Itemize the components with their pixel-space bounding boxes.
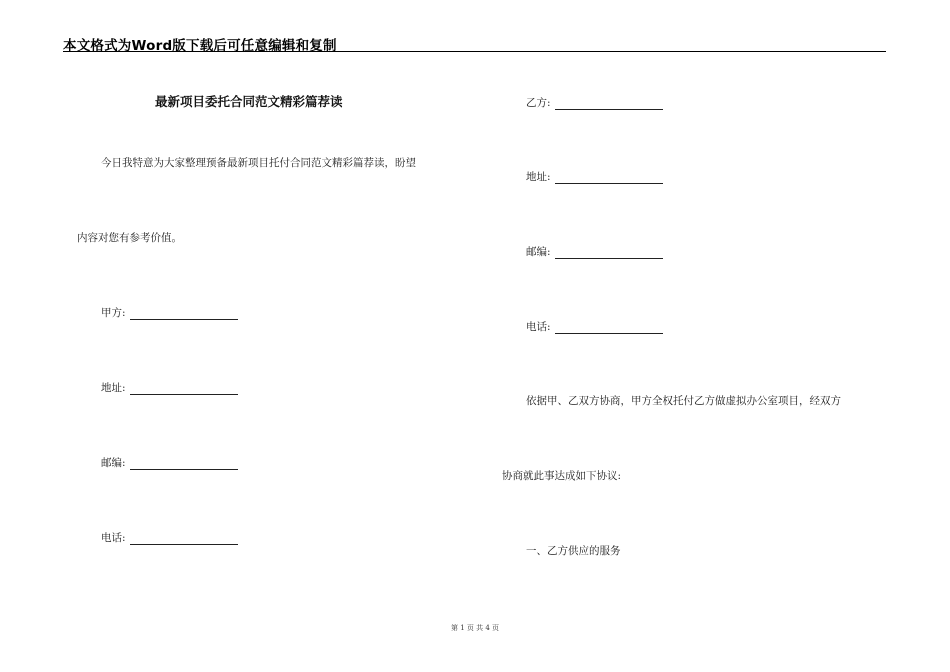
party-a-blank-line <box>130 309 238 320</box>
party-b-blank-line <box>555 99 663 110</box>
party-b-address-label: 地址: <box>526 171 551 183</box>
header-divider <box>63 51 886 52</box>
document-title: 最新项目委托合同范文精彩篇荐读 <box>155 94 343 109</box>
party-b-address-field <box>526 169 663 184</box>
party-a-postcode-field <box>101 455 238 470</box>
party-b-address-blank-line <box>555 173 663 184</box>
intro-paragraph-line-2: 内容对您有参考价值。 <box>77 232 182 244</box>
party-b-phone-label: 电话: <box>526 321 551 333</box>
party-a-phone-field <box>101 530 238 545</box>
party-a-address-field <box>101 380 238 395</box>
party-a-phone-label: 电话: <box>101 532 126 544</box>
party-b-postcode-blank-line <box>555 248 663 259</box>
party-b-phone-field <box>526 319 663 334</box>
intro-paragraph-line-1: 今日我特意为大家整理预备最新项目托付合同范文精彩篇荐读，盼望 <box>101 157 416 169</box>
section-heading-1: 一、乙方供应的服务 <box>526 545 621 557</box>
party-b-label: 乙方: <box>526 97 551 109</box>
party-b-field <box>526 95 663 110</box>
party-a-address-blank-line <box>130 384 238 395</box>
party-b-postcode-label: 邮编: <box>526 246 551 258</box>
party-a-label: 甲方: <box>101 307 126 319</box>
document-header-title: 本文格式为Word版下载后可任意编辑和复制 <box>63 38 337 54</box>
page-number-footer: 第 1 页 共 4 页 <box>450 624 500 632</box>
party-a-field <box>101 305 238 320</box>
party-b-phone-blank-line <box>555 323 663 334</box>
agreement-paragraph-line-1: 依据甲、乙双方协商，甲方全权托付乙方做虚拟办公室项目，经双方 <box>526 395 841 407</box>
party-a-address-label: 地址: <box>101 382 126 394</box>
party-a-phone-blank-line <box>130 534 238 545</box>
party-a-postcode-blank-line <box>130 459 238 470</box>
party-a-postcode-label: 邮编: <box>101 457 126 469</box>
agreement-paragraph-line-2: 协商就此事达成如下协议: <box>502 470 622 482</box>
party-b-postcode-field <box>526 244 663 259</box>
